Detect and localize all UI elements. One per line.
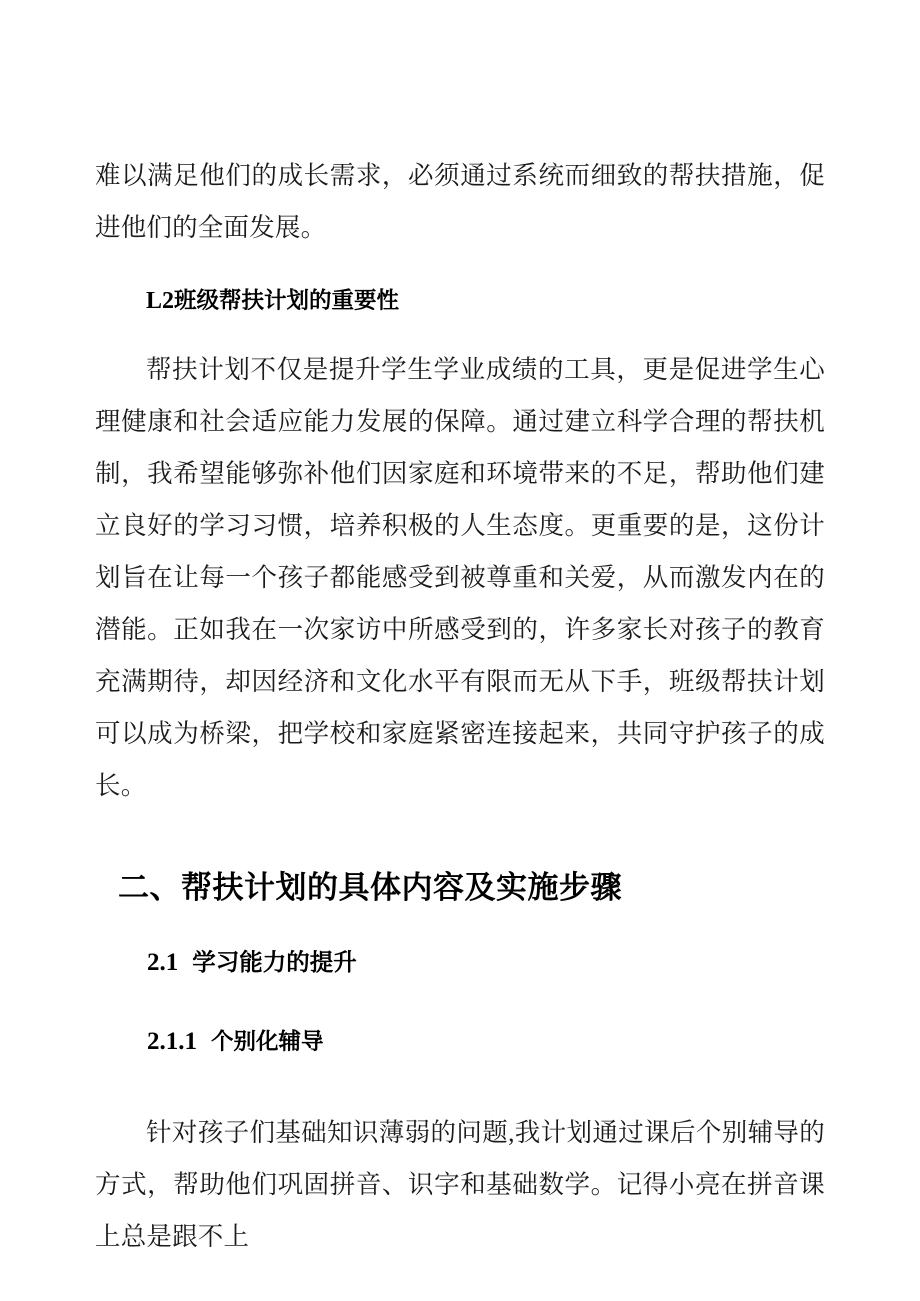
spacer bbox=[95, 254, 825, 284]
spacer bbox=[95, 910, 825, 944]
heading-title: 学习能力的提升 bbox=[192, 949, 357, 975]
document-content bbox=[95, 150, 825, 1263]
heading-2-1-1 bbox=[95, 1025, 825, 1059]
heading-number: 2.1 bbox=[147, 949, 179, 976]
spacer bbox=[95, 812, 825, 866]
heading-2-1 bbox=[95, 944, 825, 981]
heading-number: 2.1.1 bbox=[147, 1028, 197, 1055]
heading-number: L2 bbox=[146, 288, 175, 314]
heading-chapter-two: 二、帮扶计划的具体内容及实施步骤 bbox=[118, 870, 622, 905]
spacer bbox=[95, 981, 825, 1025]
paragraph-continued: 难以满足他们的成长需求，必须通过系统而细致的帮扶措施，促进他们的全面发展。 bbox=[95, 161, 825, 242]
paragraph-importance-body: 帮扶计划不仅是提升学生学业成绩的工具，更是促进学生心理健康和社会适应能力发展的保障。通过建立科学合理的帮扶机制，我希望能够弥补他们因家庭和环境带来的不足，帮助他们建立良好的学习习惯，培养积极的人生态度。更重要的是，这份计划旨在让每一个孩子都能感受到被尊重和关爱，从而激发内在的潜能。正如我在一次家访中所感受到的，许多家长对孩子的教育充满期待，却因经济和文化水平有限而无从下手，班级帮扶计划可以成为桥梁，把学校和家庭紧密连接起来，共同守护孩子的成长。 bbox=[95, 355, 825, 800]
heading-section-importance bbox=[95, 284, 825, 318]
heading-title: 个别化辅导 bbox=[211, 1029, 324, 1054]
spacer bbox=[95, 318, 825, 344]
paragraph-individual-tutoring: 针对孩子们基础知识薄弱的问题,我计划通过课后个别辅导的方式，帮助他们巩固拼音、识字和基础数学。记得小亮在拼音课上总是跟不上 bbox=[95, 1118, 825, 1251]
spacer bbox=[95, 1059, 825, 1107]
heading-title: 班级帮扶计划的重要性 bbox=[174, 288, 400, 313]
